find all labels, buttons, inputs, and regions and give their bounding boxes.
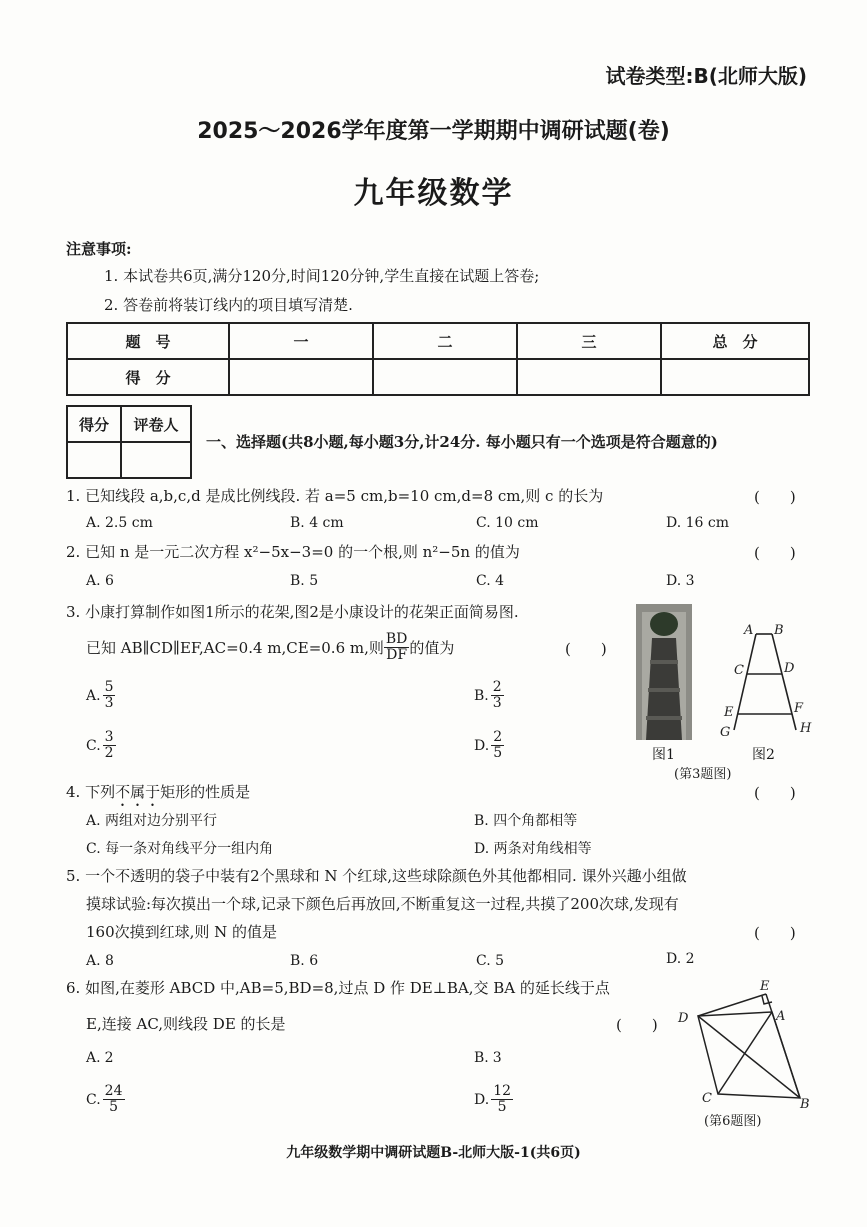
q4-text-post: 矩形的性质是 <box>160 783 251 801</box>
score-table-row-label: 得 分 <box>67 359 229 395</box>
q3-fig2-label-g: G <box>720 725 731 740</box>
q3-option-a-num: 5 <box>104 679 114 695</box>
exam-title: 2025～2026学年度第一学期期中调研试题(卷) <box>197 119 670 144</box>
q3-option-b-num: 2 <box>492 679 502 695</box>
q3-fraction-num: BD <box>385 631 408 647</box>
q3-fraction <box>384 632 410 664</box>
score-table-header-2: 二 <box>373 323 517 359</box>
q3-option-d-letter: D. <box>474 737 490 754</box>
q3-fig1-label: 图1 <box>652 747 675 763</box>
q6-answer-paren[interactable]: ( ) <box>616 1016 658 1034</box>
q5-answer-paren[interactable]: ( ) <box>754 924 796 942</box>
score-table-header-label: 题 号 <box>67 323 229 359</box>
q3-fig2-label-e: E <box>724 705 734 720</box>
q6-option-b-letter: B. <box>474 1050 489 1066</box>
q6-option-b-value: 3 <box>492 1050 502 1066</box>
q3-fraction-den: DF <box>386 647 408 664</box>
q1-option-b[interactable]: B. 4 cm <box>290 515 344 531</box>
q5-option-d[interactable]: D. 2 <box>666 951 695 967</box>
q3-option-c-letter: C. <box>86 737 101 754</box>
score-cell-total[interactable] <box>661 359 809 395</box>
q2-option-b[interactable]: B. 5 <box>290 573 319 589</box>
q6-option-d-letter: D. <box>474 1091 490 1108</box>
q3-line2-pre: 已知 AB∥CD∥EF,AC=0.4 m,CE=0.6 m,则 <box>86 638 384 657</box>
q6-option-a-value: 2 <box>104 1050 114 1066</box>
page-footer: 九年级数学期中调研试题B-北师大版-1(共6页) <box>286 1145 581 1161</box>
notes-title: 注意事项: <box>66 240 132 258</box>
q6-option-c-den: 5 <box>109 1099 119 1116</box>
q4-text-emph: 不属于 <box>115 783 161 801</box>
q5-line1: 5. 一个不透明的袋子中装有2个黑球和 N 个红球,这些球除颜色外其他都相同. 课外兴趣小组做 <box>66 867 687 885</box>
q6-fig-label-c: C <box>702 1091 712 1106</box>
q2-text: 2. 已知 n 是一元二次方程 x²−5x−3=0 的一个根,则 n²−5n 的值为 <box>66 543 520 561</box>
q3-fig2-label-d: D <box>784 661 795 676</box>
q6-fig-label-d: D <box>678 1011 689 1026</box>
q5-option-a[interactable]: A. 8 <box>86 953 114 969</box>
q5-line3: 160次摸到红球,则 N 的值是 <box>86 923 278 941</box>
q1-option-c[interactable]: C. 10 cm <box>476 515 539 531</box>
q6-option-d[interactable] <box>474 1084 513 1116</box>
subject-title: 九年级数学 <box>353 176 514 211</box>
q3-option-c-den: 2 <box>104 745 114 762</box>
grader-box-score-cell[interactable] <box>67 442 121 478</box>
section1-title: 一、选择题(共8小题,每小题3分,计24分. 每小题只有一个选项是符合题意的) <box>206 433 718 451</box>
q6-option-d-num: 12 <box>493 1083 512 1099</box>
q3-fig2-label-b: B <box>774 623 784 638</box>
q3-option-d-den: 5 <box>493 745 503 762</box>
q5-option-c[interactable]: C. 5 <box>476 953 505 969</box>
q1-text: 1. 已知线段 a,b,c,d 是成比例线段. 若 a=5 cm,b=10 cm,d=8 cm,则 c 的长为 <box>66 487 604 505</box>
q6-figure-rhombus <box>672 974 820 1110</box>
q4-option-a[interactable]: A. 两组对边分别平行 <box>86 813 218 829</box>
grader-box-grader-cell[interactable] <box>121 442 191 478</box>
q6-option-a-letter: A. <box>86 1050 101 1066</box>
q3-fig2-label-c: C <box>734 663 744 678</box>
score-table-header-total: 总 分 <box>661 323 809 359</box>
q3-option-d[interactable] <box>474 730 504 762</box>
q6-fig-label-a: A <box>776 1009 786 1024</box>
q2-option-c[interactable]: C. 4 <box>476 573 505 589</box>
q4-option-b[interactable]: B. 四个角都相等 <box>474 813 578 829</box>
q3-option-d-num: 2 <box>493 729 503 745</box>
q3-figure1-photo <box>636 604 692 740</box>
q3-option-a-letter: A. <box>86 687 101 704</box>
q3-option-a-den: 3 <box>104 695 114 712</box>
q6-fig-caption: (第6题图) <box>704 1114 762 1129</box>
q3-fig2-label-a: A <box>744 623 754 638</box>
q6-line1: 6. 如图,在菱形 ABCD 中,AB=5,BD=8,过点 D 作 DE⊥BA,交 BA 的延长线于点 <box>66 979 610 997</box>
exam-type: 试卷类型:B(北师大版) <box>605 64 807 88</box>
note-item-2: 2. 答卷前将装订线内的项目填写清楚. <box>104 296 353 314</box>
q4-option-d[interactable]: D. 两条对角线相等 <box>474 841 592 857</box>
q6-option-c-num: 24 <box>104 1083 123 1099</box>
q6-option-a[interactable] <box>86 1050 113 1066</box>
q6-option-c-letter: C. <box>86 1091 101 1108</box>
q6-option-b[interactable] <box>474 1050 502 1066</box>
q1-answer-paren[interactable]: ( ) <box>754 488 796 506</box>
score-table <box>66 322 810 396</box>
score-cell-1[interactable] <box>229 359 373 395</box>
q6-option-d-den: 5 <box>497 1099 507 1116</box>
q2-answer-paren[interactable]: ( ) <box>754 544 796 562</box>
q3-line2 <box>86 632 454 664</box>
q4-text-pre: 4. 下列 <box>66 783 116 801</box>
score-cell-3[interactable] <box>517 359 661 395</box>
score-cell-2[interactable] <box>373 359 517 395</box>
q6-option-c[interactable] <box>86 1084 125 1116</box>
grader-box-score-label: 得分 <box>67 406 121 442</box>
q6-line2: E,连接 AC,则线段 DE 的长是 <box>86 1015 286 1033</box>
q3-fig2-label: 图2 <box>752 747 775 763</box>
q3-option-b[interactable] <box>474 680 504 712</box>
q3-option-a[interactable] <box>86 680 115 712</box>
q4-option-c[interactable]: C. 每一条对角线平分一组内角 <box>86 841 274 857</box>
q2-option-d[interactable]: D. 3 <box>666 573 695 589</box>
q3-option-b-den: 3 <box>492 695 502 712</box>
q4-answer-paren[interactable]: ( ) <box>754 784 796 802</box>
q3-fig2-label-f: F <box>794 701 804 716</box>
q2-option-a[interactable]: A. 6 <box>86 573 114 589</box>
score-table-header-1: 一 <box>229 323 373 359</box>
q1-option-d[interactable]: D. 16 cm <box>666 515 730 531</box>
q1-option-a[interactable]: A. 2.5 cm <box>86 515 153 531</box>
q3-option-c[interactable] <box>86 730 116 762</box>
q3-line1: 3. 小康打算制作如图1所示的花架,图2是小康设计的花架正面简易图. <box>66 603 519 621</box>
q3-figure2-diagram <box>716 620 816 742</box>
q3-option-b-letter: B. <box>474 687 489 704</box>
q6-fig-label-e: E <box>760 979 770 994</box>
q3-option-c-num: 3 <box>104 729 114 745</box>
grader-box <box>66 405 192 479</box>
q3-fig2-label-h: H <box>800 721 812 736</box>
note-item-1: 1. 本试卷共6页,满分120分,时间120分钟,学生直接在试题上答卷; <box>104 267 540 285</box>
q3-line2-post: 的值为 <box>409 638 455 657</box>
q6-fig-label-b: B <box>800 1097 810 1110</box>
q3-answer-paren[interactable]: ( ) <box>565 640 607 658</box>
grader-box-grader-label: 评卷人 <box>121 406 191 442</box>
q3-fig-caption: (第3题图) <box>674 767 732 782</box>
score-table-header-3: 三 <box>517 323 661 359</box>
q5-option-b[interactable]: B. 6 <box>290 953 319 969</box>
q5-line2: 摸球试验:每次摸出一个球,记录下颜色后再放回,不断重复这一过程,共摸了200次球,发现有 <box>86 895 679 913</box>
q4-text <box>66 782 250 810</box>
